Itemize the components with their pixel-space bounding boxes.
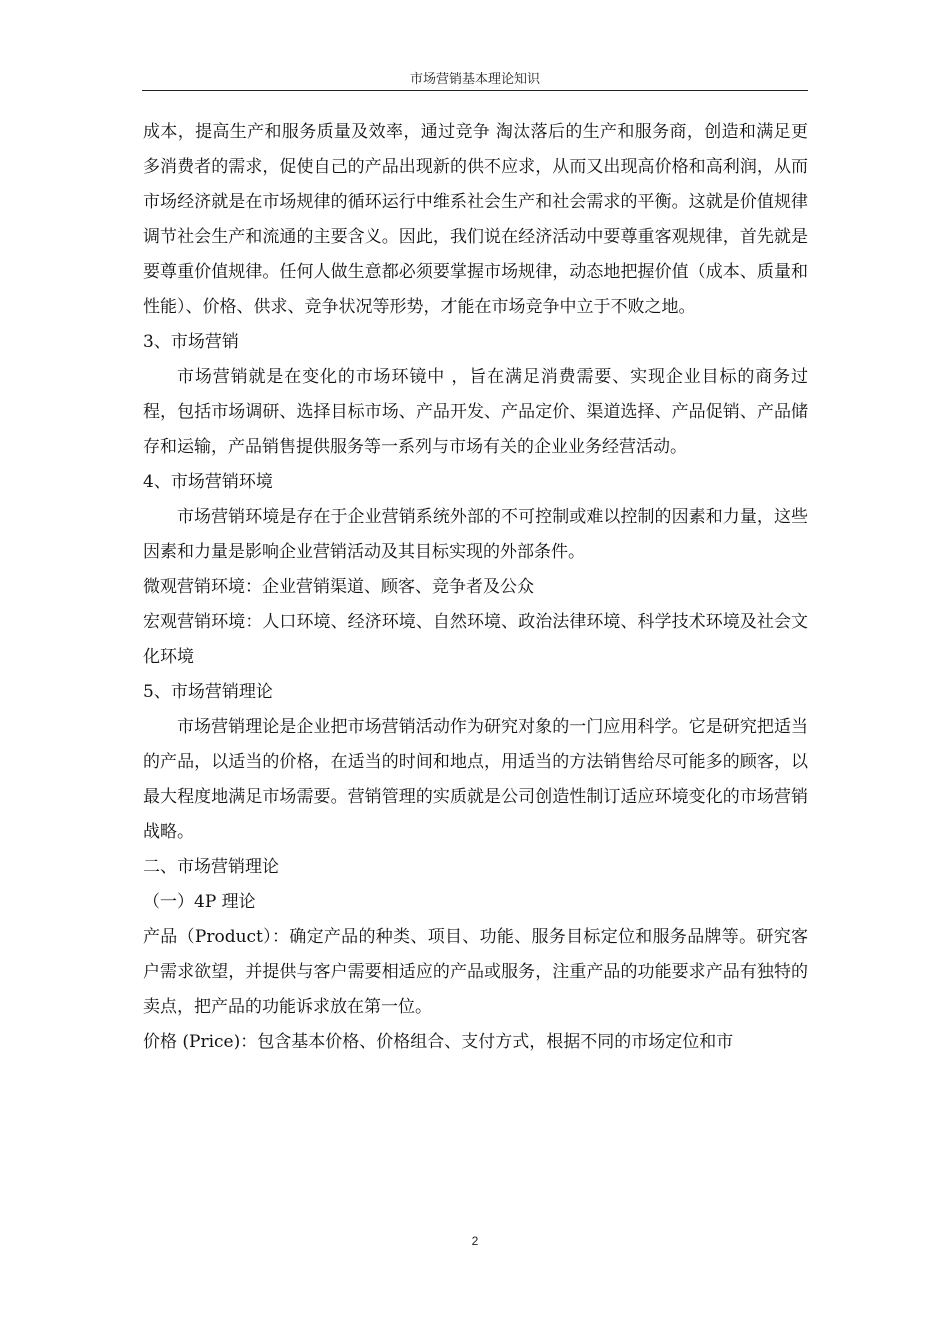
page-body xyxy=(143,115,808,1060)
paragraph-marketing-definition: 市场营销就是在变化的市场环镜中 ，旨在满足消费需要、实现企业目标的商务过程，包括市场调研、选择目标市场、产品开发、产品定价、渠道选择、产品促销、产品储存和运输，产品销售提供服务等一系列与市场有关的企业业务经营活动。 xyxy=(143,367,808,457)
paragraph-price: 价格 (Price)：包含基本价格、价格组合、支付方式，根据不同的市场定位和市 xyxy=(143,1032,734,1052)
header-divider xyxy=(142,90,808,91)
line-micro-environment: 微观营销环境：企业营销渠道、顾客、竞争者及公众 xyxy=(143,577,534,597)
paragraph-environment-definition: 市场营销环境是存在于企业营销系统外部的不可控制或难以控制的因素和力量，这些因素和力量是影响企业营销活动及其目标实现的外部条件。 xyxy=(143,507,808,562)
heading-marketing-theory: 5、市场营销理论 xyxy=(143,682,273,702)
heading-marketing: 3、市场营销 xyxy=(143,332,239,352)
section-heading-marketing-theory: 二、市场营销理论 xyxy=(143,857,279,877)
subheading-4p-theory: （一）4P 理论 xyxy=(143,892,256,912)
paragraph-continued-cost: 成本，提高生产和服务质量及效率，通过竞争 淘汰落后的生产和服务商，创造和满足更多消费者的需求，促使自己的产品出现新的供不应求，从而又出现高价格和高利润，从而市场经济就是在市场规律的循环运行中维系社会生产和社会需求的平衡。这就是价值规律调节社会生产和流通的主要含义。因此，我们说在经济活动中要尊重客观规律，首先就是要尊重价值规律。任何人做生意都必须要掌握市场规律，动态地把握价值（成本、质量和性能）、价格、供求、竞争状况等形势，才能在市场竞争中立于不败之地。 xyxy=(143,122,808,317)
line-macro-environment: 宏观营销环境：人口环境、经济环境、自然环境、政治法律环境、科学技术环境及社会文化环境 xyxy=(143,612,808,667)
paragraph-product: 产品（Product）：确定产品的种类、项目、功能、服务目标定位和服务品牌等。研究客户需求欲望，并提供与客户需要相适应的产品或服务，注重产品的功能要求产品有独特的卖点，把产品的功能诉求放在第一位。 xyxy=(143,927,808,1017)
running-header: 市场营销基本理论知识 xyxy=(409,72,540,87)
heading-marketing-environment: 4、市场营销环境 xyxy=(143,472,273,492)
paragraph-theory-definition: 市场营销理论是企业把市场营销活动作为研究对象的一门应用科学。它是研究把适当的产品，以适当的价格，在适当的时间和地点，用适当的方法销售给尽可能多的顾客，以最大程度地满足市场需要。营销管理的实质就是公司创造性制订适应环境变化的市场营销战略。 xyxy=(143,717,808,842)
page-number: 2 xyxy=(471,1234,479,1248)
